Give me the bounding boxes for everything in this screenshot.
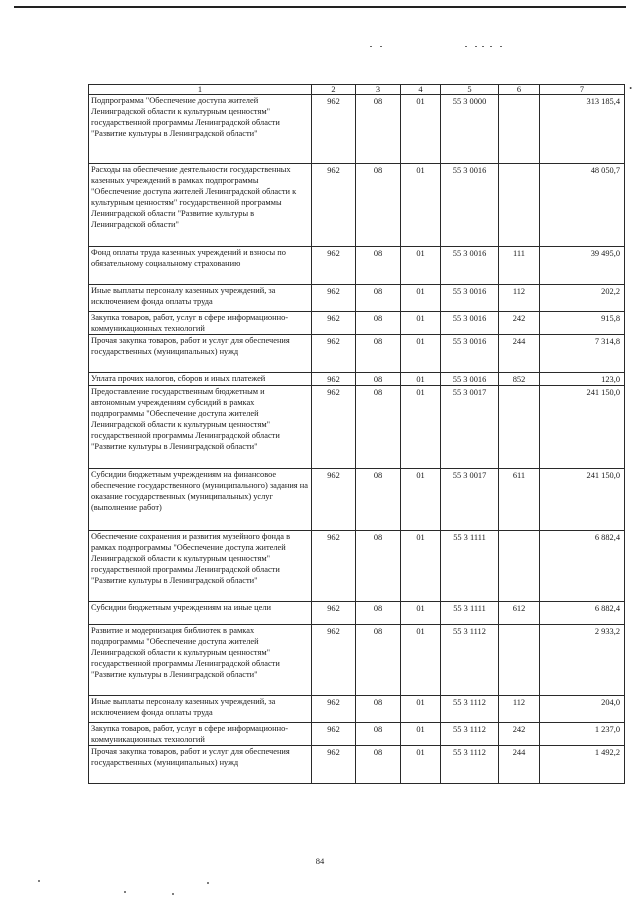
- cell-subsection: 01: [401, 696, 441, 723]
- cell-expense-type: [499, 95, 540, 164]
- cell-section: 08: [356, 312, 401, 335]
- cell-amount: 313 185,4: [540, 95, 625, 164]
- cell-subsection: 01: [401, 95, 441, 164]
- cell-ministry: 962: [312, 469, 356, 531]
- cell-target: 55 3 1112: [441, 723, 499, 746]
- top-border-line: [14, 6, 626, 8]
- cell-amount: 241 150,0: [540, 469, 625, 531]
- row-name: Иные выплаты персоналу казенных учреждений, за исключением фонда оплаты труда: [89, 696, 312, 723]
- scan-edge-mark: •: [629, 84, 632, 93]
- cell-amount: 1 237,0: [540, 723, 625, 746]
- cell-target: 55 3 0017: [441, 469, 499, 531]
- cell-ministry: 962: [312, 386, 356, 469]
- cell-ministry: 962: [312, 285, 356, 312]
- table-row: [89, 723, 625, 746]
- cell-target: 55 3 1112: [441, 696, 499, 723]
- cell-target: 55 3 1111: [441, 531, 499, 602]
- row-name: Субсидии бюджетным учреждениям на финансовое обеспечение государственного (муниципального) задания на оказание государственных (муниципальных) услуг (выполнение работ): [89, 469, 312, 531]
- cell-amount: 7 314,8: [540, 335, 625, 373]
- cell-ministry: 962: [312, 696, 356, 723]
- cell-ministry: 962: [312, 625, 356, 696]
- cell-expense-type: 244: [499, 335, 540, 373]
- row-name: Предоставление государственным бюджетным и автономным учреждениям субсидий в рамках подпрограммы "Обеспечение доступа жителей Ленинградской области к культурным ценностям" государственной программы Ленинградской области "Развитие культуры в Ленинградской области": [89, 386, 312, 469]
- cell-amount: 204,0: [540, 696, 625, 723]
- cell-target: 55 3 1111: [441, 602, 499, 625]
- table-row: [89, 469, 625, 531]
- cell-subsection: 01: [401, 625, 441, 696]
- row-name: Закупка товаров, работ, услуг в сфере информационно-коммуникационных технологий: [89, 723, 312, 746]
- table-row: [89, 373, 625, 386]
- cell-target: 55 3 1112: [441, 746, 499, 784]
- cell-subsection: 01: [401, 164, 441, 247]
- cell-target: 55 3 0016: [441, 285, 499, 312]
- table-row: [89, 312, 625, 335]
- row-name: Подпрограмма "Обеспечение доступа жителей Ленинградской области к культурным ценностям" государственной программы Ленинградской области "Развитие культуры в Ленинградской области": [89, 95, 312, 164]
- cell-target: 55 3 0016: [441, 373, 499, 386]
- cell-section: 08: [356, 164, 401, 247]
- cell-ministry: 962: [312, 602, 356, 625]
- table-row: [89, 95, 625, 164]
- cell-subsection: 01: [401, 312, 441, 335]
- column-header: 4: [401, 85, 441, 95]
- cell-expense-type: 112: [499, 285, 540, 312]
- cell-amount: 241 150,0: [540, 386, 625, 469]
- column-header: 3: [356, 85, 401, 95]
- cell-target: 55 3 1112: [441, 625, 499, 696]
- table-row: [89, 696, 625, 723]
- cell-expense-type: [499, 531, 540, 602]
- cell-expense-type: 242: [499, 312, 540, 335]
- cell-amount: 1 492,2: [540, 746, 625, 784]
- cell-ministry: 962: [312, 335, 356, 373]
- cell-section: 08: [356, 95, 401, 164]
- cell-subsection: 01: [401, 723, 441, 746]
- scan-artifact: [370, 46, 510, 50]
- row-name: Прочая закупка товаров, работ и услуг для обеспечения государственных (муниципальных) нужд: [89, 335, 312, 373]
- column-header: 7: [540, 85, 625, 95]
- table-row: [89, 531, 625, 602]
- cell-target: 55 3 0016: [441, 247, 499, 285]
- budget-table: [88, 84, 625, 784]
- page-number: 84: [315, 856, 325, 866]
- row-name: Расходы на обеспечение деятельности государственных казенных учреждений в рамках подпрограммы "Обеспечение доступа жителей Ленинградской области к культурным ценностям" государственной программы Ленинградской области "Развитие культуры в Ленинградской области": [89, 164, 312, 247]
- table-row: [89, 247, 625, 285]
- column-header: 2: [312, 85, 356, 95]
- cell-expense-type: 111: [499, 247, 540, 285]
- table-row: [89, 386, 625, 469]
- table-row: [89, 625, 625, 696]
- cell-target: 55 3 0000: [441, 95, 499, 164]
- cell-section: 08: [356, 469, 401, 531]
- cell-ministry: 962: [312, 746, 356, 784]
- cell-amount: 39 495,0: [540, 247, 625, 285]
- cell-section: 08: [356, 247, 401, 285]
- cell-subsection: 01: [401, 373, 441, 386]
- row-name: Обеспечение сохранения и развития музейного фонда в рамках подпрограммы "Обеспечение доступа жителей Ленинградской области к культурным ценностям" государственной программы Ленинградской области "Развитие культуры в Ленинградской области": [89, 531, 312, 602]
- cell-section: 08: [356, 386, 401, 469]
- cell-subsection: 01: [401, 386, 441, 469]
- row-name: Иные выплаты персоналу казенных учреждений, за исключением фонда оплаты труда: [89, 285, 312, 312]
- cell-section: 08: [356, 373, 401, 386]
- cell-subsection: 01: [401, 469, 441, 531]
- cell-expense-type: 242: [499, 723, 540, 746]
- cell-ministry: 962: [312, 247, 356, 285]
- cell-amount: 915,8: [540, 312, 625, 335]
- cell-expense-type: 852: [499, 373, 540, 386]
- row-name: Закупка товаров, работ, услуг в сфере информационно-коммуникационных технологий: [89, 312, 312, 335]
- cell-target: 55 3 0016: [441, 164, 499, 247]
- row-name: Прочая закупка товаров, работ и услуг для обеспечения государственных (муниципальных) нужд: [89, 746, 312, 784]
- cell-expense-type: [499, 164, 540, 247]
- column-header: 1: [89, 85, 312, 95]
- cell-ministry: 962: [312, 531, 356, 602]
- column-number-row: [89, 85, 625, 95]
- cell-target: 55 3 0017: [441, 386, 499, 469]
- cell-section: 08: [356, 746, 401, 784]
- cell-amount: 2 933,2: [540, 625, 625, 696]
- cell-expense-type: [499, 625, 540, 696]
- cell-ministry: 962: [312, 723, 356, 746]
- cell-ministry: 962: [312, 312, 356, 335]
- row-name: Уплата прочих налогов, сборов и иных платежей: [89, 373, 312, 386]
- cell-amount: 6 882,4: [540, 602, 625, 625]
- cell-subsection: 01: [401, 247, 441, 285]
- cell-subsection: 01: [401, 531, 441, 602]
- cell-expense-type: 611: [499, 469, 540, 531]
- cell-amount: 202,2: [540, 285, 625, 312]
- row-name: Фонд оплаты труда казенных учреждений и взносы по обязательному социальному страхованию: [89, 247, 312, 285]
- table-row: [89, 164, 625, 247]
- table-row: [89, 602, 625, 625]
- cell-subsection: 01: [401, 285, 441, 312]
- cell-target: 55 3 0016: [441, 335, 499, 373]
- cell-section: 08: [356, 625, 401, 696]
- table-row: [89, 335, 625, 373]
- cell-amount: 123,0: [540, 373, 625, 386]
- cell-section: 08: [356, 531, 401, 602]
- cell-ministry: 962: [312, 95, 356, 164]
- table-row: [89, 746, 625, 784]
- cell-expense-type: 612: [499, 602, 540, 625]
- column-header: 6: [499, 85, 540, 95]
- cell-ministry: 962: [312, 373, 356, 386]
- cell-section: 08: [356, 602, 401, 625]
- cell-section: 08: [356, 696, 401, 723]
- cell-amount: 48 050,7: [540, 164, 625, 247]
- row-name: Развитие и модернизация библиотек в рамках подпрограммы "Обеспечение доступа жителей Ленинградской области к культурным ценностям" государственной программы Ленинградской области "Развитие культуры в Ленинградской области": [89, 625, 312, 696]
- cell-subsection: 01: [401, 602, 441, 625]
- cell-amount: 6 882,4: [540, 531, 625, 602]
- cell-section: 08: [356, 335, 401, 373]
- cell-section: 08: [356, 723, 401, 746]
- cell-ministry: 962: [312, 164, 356, 247]
- cell-subsection: 01: [401, 335, 441, 373]
- cell-subsection: 01: [401, 746, 441, 784]
- cell-expense-type: 112: [499, 696, 540, 723]
- column-header: 5: [441, 85, 499, 95]
- cell-expense-type: 244: [499, 746, 540, 784]
- table-row: [89, 285, 625, 312]
- row-name: Субсидии бюджетным учреждениям на иные цели: [89, 602, 312, 625]
- cell-section: 08: [356, 285, 401, 312]
- cell-target: 55 3 0016: [441, 312, 499, 335]
- cell-expense-type: [499, 386, 540, 469]
